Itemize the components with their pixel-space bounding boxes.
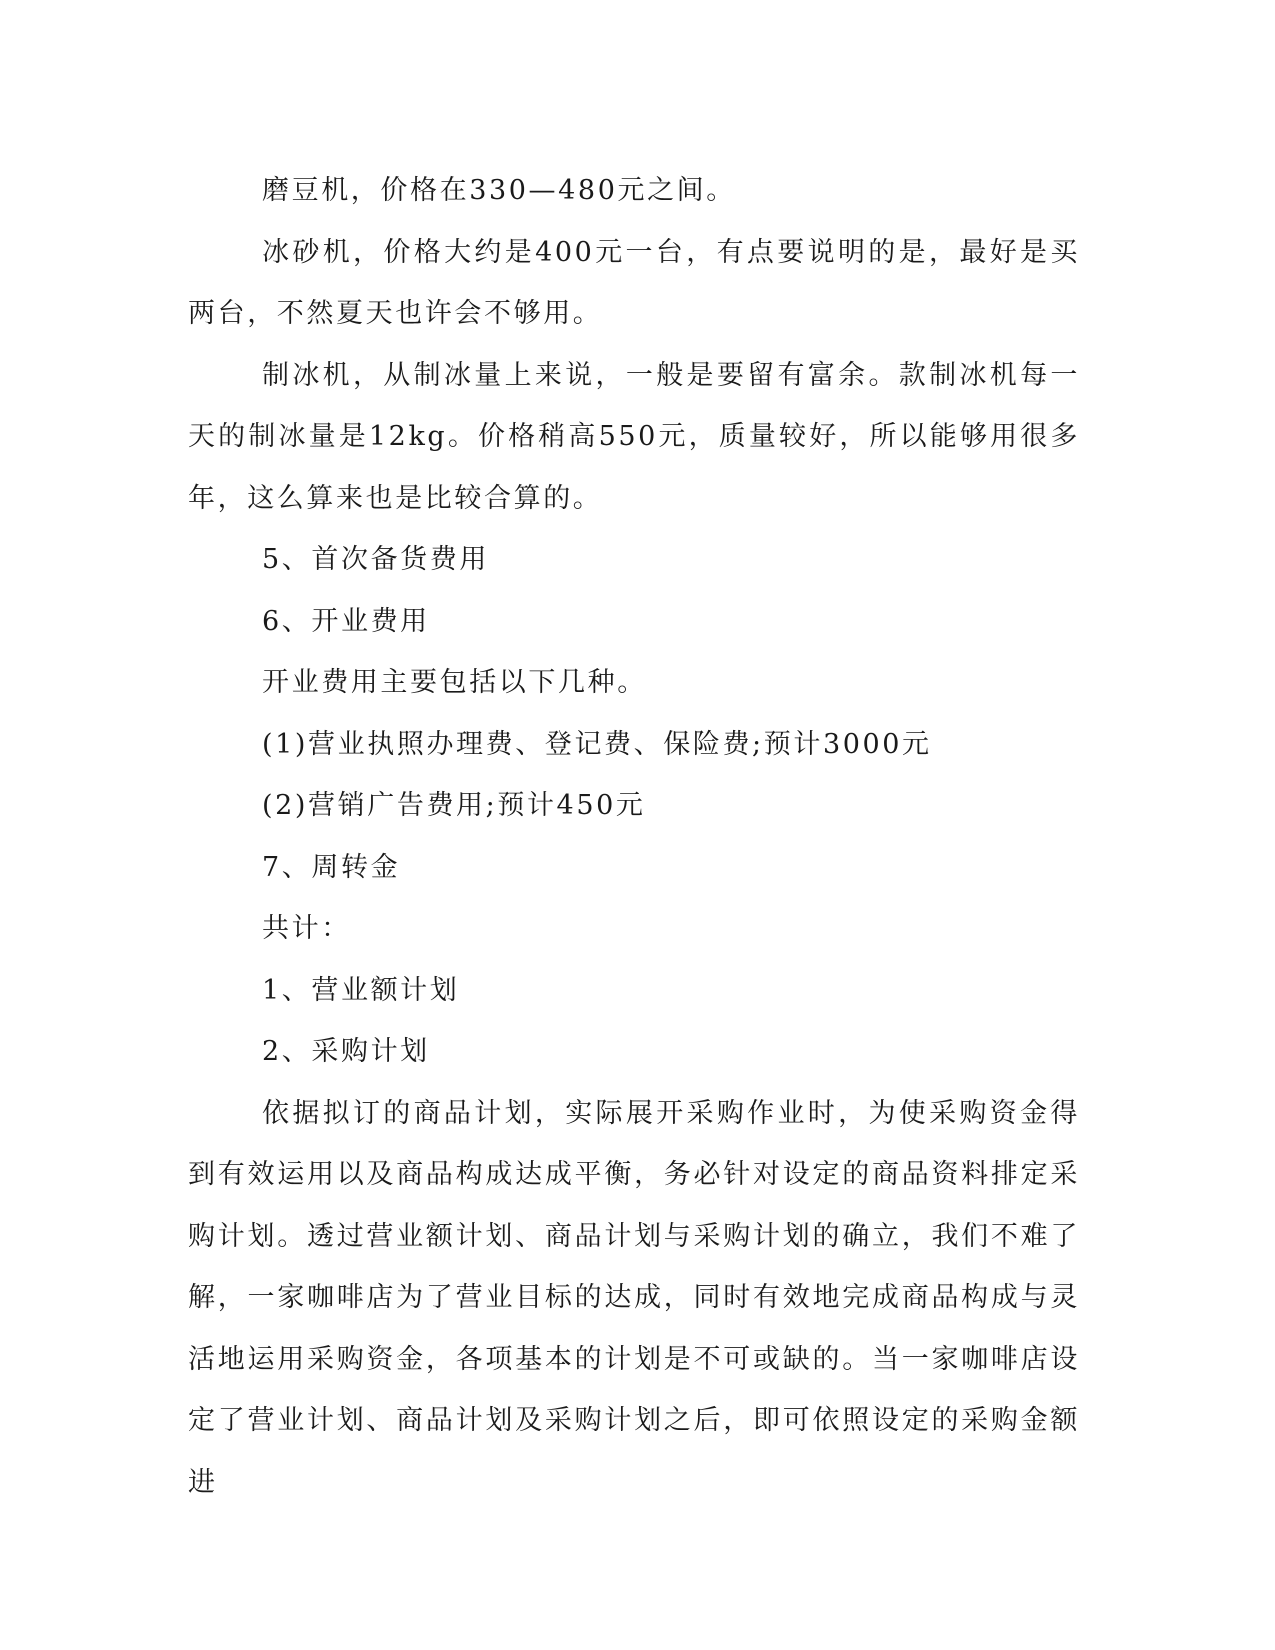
paragraph-opening-costs-intro: 开业费用主要包括以下几种。 <box>262 667 647 698</box>
heading-opening-costs: 6、开业费用 <box>262 605 430 637</box>
heading-purchase-plan: 2、采购计划 <box>262 1036 430 1067</box>
list-item-license-fees: (1)营业执照办理费、登记费、保险费;预计3000元 <box>262 728 932 760</box>
paragraph-ice-blender: 冰砂机，价格大约是400元一台，有点要说明的是，最好是买两台，不然夏天也许会不够用。 <box>188 236 1080 329</box>
list-item-marketing-fees: (2)营销广告费用;预计450元 <box>262 790 646 821</box>
heading-working-capital: 7、周转金 <box>262 851 401 883</box>
paragraph-grinder: 磨豆机，价格在330—480元之间。 <box>262 175 736 206</box>
paragraph-ice-maker: 制冰机，从制冰量上来说，一般是要留有富余。款制冰机每一天的制冰量是12kg。价格稍高550元，质量较好，所以能够用很多年，这么算来也是比较合算的。 <box>188 359 1080 514</box>
heading-initial-stock: 5、首次备货费用 <box>262 544 489 575</box>
document-body <box>188 160 1080 1513</box>
paragraph-total: 共计： <box>262 913 351 944</box>
heading-revenue-plan: 1、营业额计划 <box>262 974 460 1006</box>
paragraph-purchase-plan-body: 依据拟订的商品计划，实际展开采购作业时，为使采购资金得到有效运用以及商品构成达成平衡，务必针对设定的商品资料排定采购计划。透过营业额计划、商品计划与采购计划的确立，我们不难了解，一家咖啡店为了营业目标的达成，同时有效地完成商品构成与灵活地运用采购资金，各项基本的计划是不可或缺的。当一家咖啡店设定了营业计划、商品计划及采购计划之后，即可依照设定的采购金额进 <box>188 1097 1080 1498</box>
